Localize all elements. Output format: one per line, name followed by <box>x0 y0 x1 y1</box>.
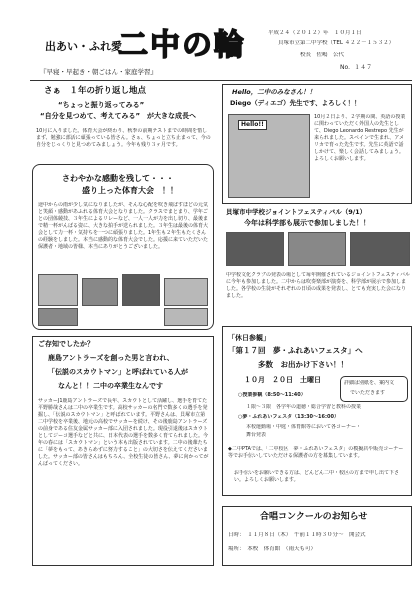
festa-note-line-1: 詳細は別紙を、案内文 <box>344 380 395 386</box>
festa-notice-2: お手伝いをお願いできる方は、どんどん二中・校区の方まで申し出て下さい。よろしくお願いします。 <box>234 470 400 483</box>
sports-day-photo-6 <box>164 308 208 326</box>
alumnus-body: サッカーJ1鹿島アントラーズで長年、スカウトとして活躍し、選手を育てた平野勝哉さんは二中の卒業生です。高校サッカーの名門で数多くの選手を発掘し、「伝説のスカウトマン」と呼ばれています。平野さんは、貝塚市立第二中学校を卒業後、地元の高校でサッカーを続け、その後鹿島アントラーズの前身である住友金属サッカー部に入団されました。現役引退後はスカウトとしてジーコ選手などと共に、日本代表の選手を数多く育てられました。今年の春には「スカウトマン」という本も出版されています。二中の後輩たちに「夢をもって、あきらめずに努力すること」の大切さを伝えてくださいました。サッカー部の皆さんはもちろん、全校生徒の皆さん、夢に向かってがんばってください。 <box>38 398 209 467</box>
sports-day-photo-3 <box>122 274 160 306</box>
festa-item-2: １限～３限 各学年の道徳・総合学習と教科の授業 <box>246 404 362 410</box>
school-name: 貝塚市立第二中学校（TEL ４２２－１５３２） <box>278 40 395 46</box>
diego-body: 10月２日より、２学期の間、英語の授業に関わっていただく外国人の先生として、Diego Leonardo Restrepo 先生が来られました。スペインで生まれ、アメリカで育った先生です。先生に英語で話しかけて、楽しく会話してみましょう。よろしくお願いします。 <box>314 114 406 162</box>
festa-item-4: 本校運動場・中庭・体育館等において各コーナー・ <box>246 424 362 430</box>
sports-day-body: 途中からの雨が少し気になりましたが、そんな心配を吹き飛ばすほどの元気と笑顔・感動があふれる体育大会となりました。クラスでまとまり、学年ごとの団体競技、３年生によるリレーなど、一人一人が力を出し切り、最後まで精一杯がんばる姿に、大きな拍手が送られました。３年生は最後の体育大会として力一杯・気持ちを一つに頑張りました。1年生も２年生もたくさんの経験をしました。本当に感動的な体育大会でした。応援に来ていただいた保護者・地域の皆様、本当にありがとうございました。 <box>38 202 208 250</box>
festival-photo-3 <box>350 232 410 266</box>
chorus-line-2: 場所： 本校 体育館 （雨天も可） <box>228 546 317 552</box>
header-divider <box>30 80 412 81</box>
section-heading-halfyear: さぁ １年の折り返し地点 <box>44 86 147 96</box>
festa-note-line-2: でいただきます <box>350 390 386 396</box>
festa-item-1: ○授業参観（8:50～11:40） <box>238 392 306 398</box>
festa-heading-1: 「第１７回 夢・ふれあいフェスタ」へ <box>228 346 363 355</box>
sports-day-heading-1: さわやかな感動を残して・・・ <box>62 174 174 183</box>
alumnus-heading-1: 鹿島アントラーズを創った男と言われ、 <box>48 354 174 362</box>
festa-item-5: 舞台発表 <box>246 432 267 438</box>
sports-day-photo-1 <box>38 274 78 306</box>
chorus-line-1: 日時： １１月８日（木） 午前１１時３０分～ 開会式 <box>228 532 366 538</box>
festival-heading-2: 今年は科学部も展示で参加しました！！ <box>244 219 370 227</box>
festival-body: 中学校文化クラブの発表の場として毎年開催されているジョイントフェスティバルに今年も参加しました。二中からは吹奏楽部が演奏を、科学部が展示で参加しました。各学校の生徒がそれぞれの日頃の成果を発表し、とても充実した会になりました。 <box>226 272 410 299</box>
alumnus-heading-2: 「伝説のスカウトマン」と呼ばれている人が <box>48 368 188 376</box>
festa-item-3: ○夢・ふれあいフェスタ（13:30～16:00） <box>238 414 339 420</box>
newsletter-motto: 『早寝・早起き・朝ごはん・家庭学習』 <box>40 68 157 76</box>
festival-heading-1: 貝塚市中学校ジョイントフェスティバル（9/1） <box>226 208 367 216</box>
newsletter-subtitle: 出あい・ふれ愛 <box>45 40 122 53</box>
sports-day-heading-2: 盛り上った体育大会 ！！ <box>82 186 178 195</box>
diego-heading: Diego（ディエゴ）先生です、よろしく！！ <box>230 99 361 107</box>
festa-heading-2: 多数 お出かけ下さい！！ <box>258 360 348 369</box>
sports-day-photo-4 <box>164 278 208 306</box>
sports-day-photo-5 <box>38 308 78 326</box>
slogan-line-1: “ちょっと振り返ってみる” <box>58 101 145 109</box>
issue-number: No．１４７ <box>340 64 373 71</box>
diego-greeting: Hello，二中のみなさん！！ <box>232 88 316 96</box>
halfyear-body: 10月に入りました。体育大会が終わり、秋季の前期テストまでの時間を惜しまず、勉強に部活に頑張っている皆さん。さぁ、ちょっと立ち止まって、今の自分をじっくりと見つめてみましょう。今年も残り３ヶ月です。 <box>36 128 211 148</box>
chorus-heading: 合唱コンクールのお知らせ <box>260 512 368 522</box>
alumnus-heading-3: なんと！！二中の卒業生なんです <box>58 382 163 390</box>
sports-day-photo-2 <box>82 278 118 306</box>
festival-photo-2 <box>288 232 346 266</box>
diego-photo-caption: Hello!! <box>238 120 267 130</box>
alumnus-kicker: ご存知でしたか？ <box>38 340 94 348</box>
festival-photo-1 <box>226 232 284 266</box>
newsletter-title: 二中の輪 <box>118 28 246 63</box>
festa-notice-1: ◆二中PTAでは、「二中校区 夢・ふれあいフェスタ」の模擬店や販売コーナー等でお手伝いしていただける保護者の方を募集しています。 <box>228 446 404 459</box>
festa-date: １０月 ２０日 土曜日 <box>244 376 321 384</box>
festa-tag: 「休日参観」 <box>228 334 270 342</box>
principal-name: 校長 佐嶋 公代 <box>300 52 345 58</box>
slogan-line-2: “自分を見つめて、考えてみる” が大きな成長へ <box>40 112 197 120</box>
issue-date: 平成２４（２０１２）年 １０月１日 <box>268 30 362 36</box>
